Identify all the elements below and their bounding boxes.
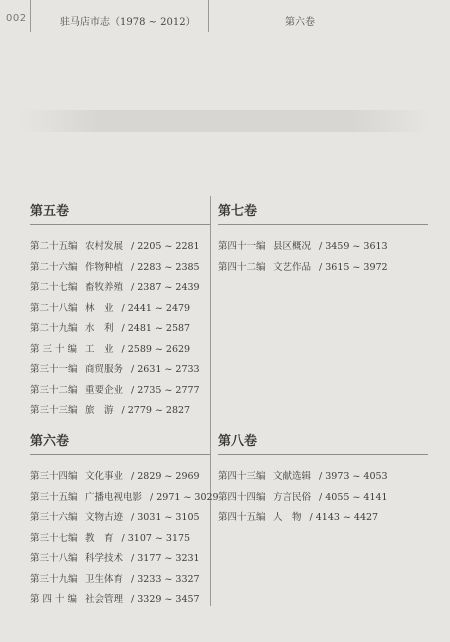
toc-entry[interactable] xyxy=(30,237,210,258)
part-number: 第三十五编 xyxy=(30,491,78,503)
part-number: 第 三 十 编 xyxy=(30,343,78,355)
volume-heading: 第六卷 xyxy=(30,434,70,449)
toc-entry[interactable] xyxy=(30,570,210,591)
page-range: / 2589 ~ 2629 xyxy=(121,343,191,355)
part-number: 第三十六编 xyxy=(30,512,78,523)
part-name: 文艺作品 xyxy=(273,261,312,273)
page-range: / 2441 ~ 2479 xyxy=(121,302,191,314)
volume-title: 第六卷 xyxy=(285,17,315,28)
part-number: 第 四 十 编 xyxy=(30,594,78,605)
page-range: / 3233 ~ 3327 xyxy=(131,573,200,585)
page-range: / 2283 ~ 2385 xyxy=(131,261,200,273)
toc-entry[interactable] xyxy=(30,319,210,340)
toc-entry[interactable] xyxy=(218,488,428,509)
part-name: 水 利 xyxy=(85,323,114,334)
page-range: / 4055 ~ 4141 xyxy=(319,491,388,503)
part-name: 畜牧养殖 xyxy=(85,282,124,293)
part-number: 第二十八编 xyxy=(30,302,78,314)
page-number: 002 xyxy=(6,13,27,24)
toc-entry[interactable] xyxy=(218,508,428,529)
part-number: 第二十六编 xyxy=(30,261,78,273)
page-range: / 3329 ~ 3457 xyxy=(131,594,200,605)
toc-entry[interactable] xyxy=(30,299,210,320)
toc-entry[interactable] xyxy=(30,278,210,299)
part-number: 第二十七编 xyxy=(30,282,78,293)
toc-entry[interactable] xyxy=(30,529,210,550)
part-number: 第四十二编 xyxy=(218,261,266,273)
toc-entry[interactable] xyxy=(30,340,210,361)
part-name: 作物种植 xyxy=(85,261,124,273)
part-name: 农村发展 xyxy=(85,241,124,252)
part-name: 文物古迹 xyxy=(85,512,124,523)
part-name: 人 物 xyxy=(273,512,302,523)
toc-entry[interactable] xyxy=(30,549,210,570)
entry-list xyxy=(218,467,428,529)
toc-entry[interactable] xyxy=(218,467,428,488)
entry-list xyxy=(30,467,219,611)
part-number: 第四十三编 xyxy=(218,471,266,482)
page-range: / 2829 ~ 2969 xyxy=(131,471,200,482)
part-number: 第三十八编 xyxy=(30,553,78,564)
part-number: 第二十五编 xyxy=(30,241,78,252)
entry-list xyxy=(218,237,428,278)
page-range: / 4143 ~ 4427 xyxy=(309,512,379,523)
toc-entry[interactable] xyxy=(30,401,210,422)
part-name: 重要企业 xyxy=(85,384,124,396)
book-title: 驻马店市志（1978 ~ 2012） xyxy=(60,17,196,28)
entry-list xyxy=(30,237,210,422)
volume-section xyxy=(218,430,428,529)
heading-rule xyxy=(218,454,428,455)
column-divider xyxy=(210,196,211,606)
heading-rule xyxy=(30,454,210,455)
page-range: / 3615 ~ 3972 xyxy=(319,261,388,273)
part-number: 第四十四编 xyxy=(218,491,266,503)
part-number: 第三十三编 xyxy=(30,405,78,416)
volume-heading: 第七卷 xyxy=(218,204,258,219)
running-header xyxy=(0,10,450,32)
volume-section xyxy=(218,200,428,278)
volume-section xyxy=(30,200,210,422)
part-name: 广播电视电影 xyxy=(85,491,143,503)
page-range: / 3459 ~ 3613 xyxy=(319,241,388,252)
part-name: 方言民俗 xyxy=(273,491,312,503)
part-number: 第四十一编 xyxy=(218,241,266,252)
page-range: / 3973 ~ 4053 xyxy=(319,471,388,482)
toc-entry[interactable] xyxy=(30,508,210,529)
part-number: 第三十二编 xyxy=(30,384,78,396)
part-name: 文化事业 xyxy=(85,471,124,482)
part-number: 第三十九编 xyxy=(30,573,78,585)
part-name: 教 育 xyxy=(85,532,114,544)
part-number: 第二十九编 xyxy=(30,323,78,334)
toc-entry[interactable] xyxy=(30,258,210,279)
part-name: 商贸服务 xyxy=(85,364,124,375)
part-number: 第三十四编 xyxy=(30,471,78,482)
volume-section xyxy=(30,430,219,611)
toc-entry[interactable] xyxy=(30,590,210,611)
part-name: 文献选辑 xyxy=(273,471,312,482)
part-name: 县区概况 xyxy=(273,241,312,252)
page-range: / 3107 ~ 3175 xyxy=(121,532,191,544)
toc-entry[interactable] xyxy=(218,237,428,258)
toc-entry[interactable] xyxy=(30,360,210,381)
heading-rule xyxy=(218,224,428,225)
part-number: 第三十一编 xyxy=(30,364,78,375)
toc-entry[interactable] xyxy=(30,381,210,402)
toc-entry[interactable] xyxy=(30,467,210,488)
heading-rule xyxy=(30,224,210,225)
page-range: / 3177 ~ 3231 xyxy=(131,553,200,564)
page-range: / 3031 ~ 3105 xyxy=(131,512,200,523)
page-range: / 2631 ~ 2733 xyxy=(131,364,200,375)
header-divider xyxy=(30,0,31,32)
page-range: / 2481 ~ 2587 xyxy=(121,323,191,334)
part-name: 工 业 xyxy=(85,343,114,355)
toc-entry[interactable] xyxy=(218,258,428,279)
part-name: 科学技术 xyxy=(85,553,124,564)
page-range: / 2735 ~ 2777 xyxy=(131,384,200,396)
part-number: 第四十五编 xyxy=(218,512,266,523)
faded-print-band xyxy=(20,110,430,132)
part-name: 林 业 xyxy=(85,302,114,314)
header-divider xyxy=(208,0,209,32)
volume-heading: 第五卷 xyxy=(30,204,70,219)
page-range: / 2971 ~ 3029 xyxy=(150,491,219,503)
part-name: 旅 游 xyxy=(85,405,114,416)
page-range: / 2205 ~ 2281 xyxy=(131,241,200,252)
part-name: 卫生体育 xyxy=(85,573,124,585)
page-range: / 2779 ~ 2827 xyxy=(121,405,191,416)
part-number: 第三十七编 xyxy=(30,532,78,544)
part-name: 社会管理 xyxy=(85,594,124,605)
toc-entry[interactable] xyxy=(30,488,219,509)
page-range: / 2387 ~ 2439 xyxy=(131,282,200,293)
volume-heading: 第八卷 xyxy=(218,434,258,449)
